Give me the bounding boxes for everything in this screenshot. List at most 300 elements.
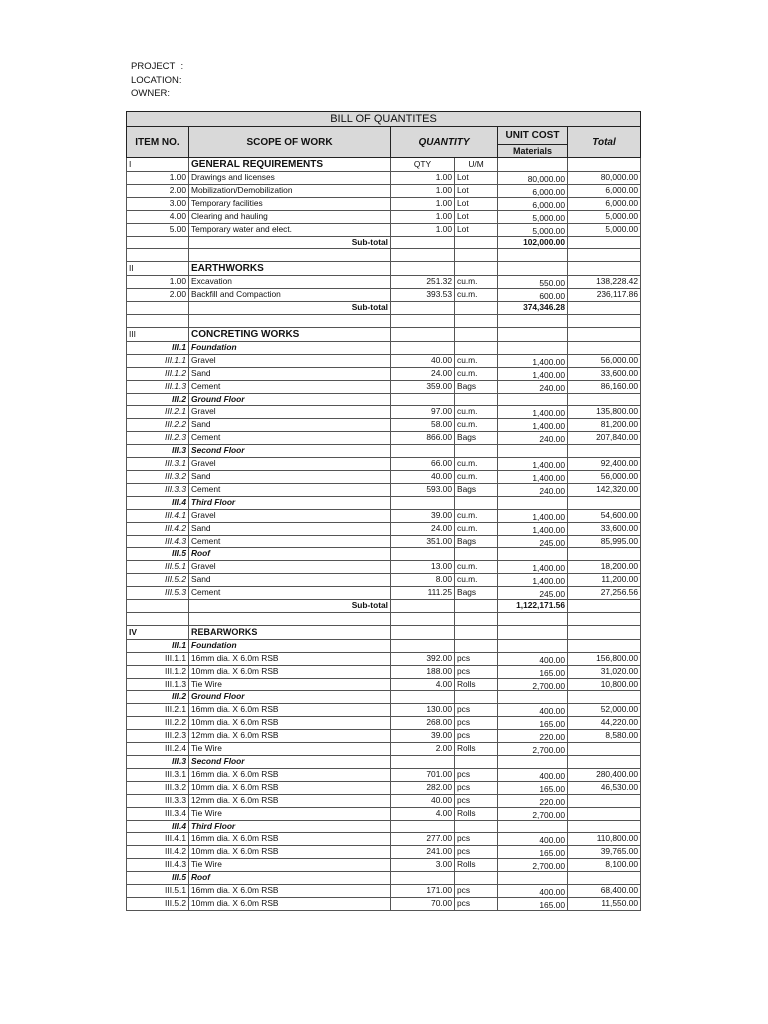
cell-um: Lot [455, 184, 498, 197]
cell-qty: 24.00 [391, 367, 455, 380]
cell-unit-cost-value: 400.00 [539, 654, 565, 665]
cell-unit-cost [498, 432, 568, 445]
cell-unit-cost [498, 846, 568, 859]
cell-scope: Sand [189, 419, 391, 432]
table-title-row [127, 112, 641, 127]
table-row [127, 652, 641, 665]
col-header-total: Total [568, 127, 641, 158]
cell-unit-cost-value: 220.00 [539, 796, 565, 807]
cell-scope: 10mm dia. X 6.0m RSB [189, 717, 391, 730]
cell-total: 33,600.00 [568, 522, 641, 535]
cell-um: Lot [455, 223, 498, 236]
cell-total: 236,117.86 [568, 289, 641, 302]
cell-item-no [127, 249, 189, 262]
cell-item-no: III.1.2 [127, 367, 189, 380]
cell-total [568, 341, 641, 354]
cell-um: cu.m. [455, 522, 498, 535]
cell-unit-cost-value: 600.00 [539, 291, 565, 302]
cell-total: 10,800.00 [568, 678, 641, 691]
cell-scope: 16mm dia. X 6.0m RSB [189, 652, 391, 665]
cell-qty [391, 872, 455, 885]
subtotal-label: Sub-total [189, 600, 391, 613]
cell-item-no: II [127, 262, 189, 276]
table-row [127, 184, 641, 197]
cell-item-no: III.4 [127, 496, 189, 509]
table-row [127, 522, 641, 535]
cell-um: Rolls [455, 807, 498, 820]
cell-scope: 16mm dia. X 6.0m RSB [189, 768, 391, 781]
cell-unit-cost-value: 165.00 [539, 848, 565, 859]
cell-scope: 10mm dia. X 6.0m RSB [189, 781, 391, 794]
cell-um [455, 612, 498, 625]
cell-um [455, 600, 498, 613]
cell-um: pcs [455, 885, 498, 898]
table-row [127, 730, 641, 743]
cell-scope: EARTHWORKS [189, 262, 391, 276]
cell-um [455, 302, 498, 315]
cell-um: Bags [455, 432, 498, 445]
cell-unit-cost [498, 639, 568, 652]
cell-unit-cost [498, 496, 568, 509]
cell-unit-cost-value: 1,400.00 [532, 356, 565, 367]
cell-unit-cost [498, 419, 568, 432]
cell-total [568, 691, 641, 704]
cell-item-no: III.3.3 [127, 483, 189, 496]
table-row [127, 509, 641, 522]
cell-item-no: III.1 [127, 639, 189, 652]
cell-scope: Excavation [189, 276, 391, 289]
cell-um: U/M [455, 158, 498, 172]
cell-um: Rolls [455, 859, 498, 872]
table-row [127, 432, 641, 445]
cell-unit-cost-value: 400.00 [539, 770, 565, 781]
cell-um: Bags [455, 380, 498, 393]
cell-unit-cost [498, 859, 568, 872]
cell-item-no: IV [127, 625, 189, 639]
cell-item-no: III.2.1 [127, 704, 189, 717]
subtotal-label: Sub-total [189, 236, 391, 249]
cell-unit-cost [498, 262, 568, 276]
cell-um: pcs [455, 846, 498, 859]
cell-unit-cost: 1,122,171.56 [498, 600, 568, 613]
cell-item-no: III.1.3 [127, 678, 189, 691]
col-header-scope: SCOPE OF WORK [189, 127, 391, 158]
blank-row [127, 612, 641, 625]
table-row [127, 535, 641, 548]
table-row [127, 419, 641, 432]
cell-scope: REBARWORKS [189, 625, 391, 639]
cell-qty [391, 249, 455, 262]
cell-unit-cost [498, 172, 568, 185]
cell-total [568, 393, 641, 406]
cell-qty: 4.00 [391, 678, 455, 691]
cell-qty [391, 820, 455, 833]
cell-unit-cost [498, 820, 568, 833]
table-row [127, 781, 641, 794]
cell-total: 11,550.00 [568, 897, 641, 910]
cell-unit-cost [498, 652, 568, 665]
cell-scope: 16mm dia. X 6.0m RSB [189, 704, 391, 717]
cell-unit-cost [498, 445, 568, 458]
cell-unit-cost [498, 794, 568, 807]
cell-qty [391, 393, 455, 406]
cell-um [455, 445, 498, 458]
cell-item-no [127, 302, 189, 315]
cell-um: cu.m. [455, 458, 498, 471]
cell-unit-cost [498, 158, 568, 172]
group-row [127, 341, 641, 354]
cell-qty [391, 236, 455, 249]
cell-qty: 359.00 [391, 380, 455, 393]
cell-um: cu.m. [455, 509, 498, 522]
cell-um: Bags [455, 483, 498, 496]
cell-unit-cost [498, 897, 568, 910]
cell-um: pcs [455, 833, 498, 846]
cell-unit-cost [498, 625, 568, 639]
cell-unit-cost [498, 704, 568, 717]
location-label: LOCATION: [131, 74, 182, 86]
cell-unit-cost-value: 1,400.00 [532, 408, 565, 419]
cell-unit-cost [498, 315, 568, 328]
cell-item-no: III.5.3 [127, 587, 189, 600]
table-row [127, 587, 641, 600]
cell-qty: 1.00 [391, 172, 455, 185]
cell-qty: 1.00 [391, 197, 455, 210]
cell-unit-cost-value: 220.00 [539, 732, 565, 743]
cell-unit-cost: 102,000.00 [498, 236, 568, 249]
cell-scope: Third Floor [189, 496, 391, 509]
cell-um [455, 639, 498, 652]
table-row [127, 197, 641, 210]
cell-item-no: III.3 [127, 756, 189, 769]
table-row [127, 289, 641, 302]
cell-unit-cost [498, 522, 568, 535]
group-row [127, 496, 641, 509]
group-row [127, 548, 641, 561]
cell-item-no: III.5.1 [127, 885, 189, 898]
cell-total: 39,765.00 [568, 846, 641, 859]
cell-unit-cost-value: 2,700.00 [532, 809, 565, 820]
cell-unit-cost [498, 561, 568, 574]
cell-item-no: III.5.2 [127, 574, 189, 587]
cell-unit-cost-value: 165.00 [539, 719, 565, 730]
cell-item-no: III.1.1 [127, 652, 189, 665]
cell-um: Lot [455, 197, 498, 210]
cell-total [568, 236, 641, 249]
cell-total [568, 743, 641, 756]
cell-item-no: III.4.1 [127, 833, 189, 846]
cell-total: 54,600.00 [568, 509, 641, 522]
section-row [127, 262, 641, 276]
cell-qty [391, 756, 455, 769]
table-row [127, 380, 641, 393]
table-row [127, 223, 641, 236]
cell-item-no: III.4.2 [127, 846, 189, 859]
subtotal-row [127, 302, 641, 315]
cell-qty [391, 625, 455, 639]
cell-scope: 10mm dia. X 6.0m RSB [189, 665, 391, 678]
cell-qty: 268.00 [391, 717, 455, 730]
col-header-item-no: ITEM NO. [127, 127, 189, 158]
group-row [127, 756, 641, 769]
cell-total [568, 327, 641, 341]
cell-unit-cost [498, 354, 568, 367]
cell-qty: 282.00 [391, 781, 455, 794]
table-row [127, 885, 641, 898]
cell-um [455, 341, 498, 354]
cell-total: 68,400.00 [568, 885, 641, 898]
cell-um: pcs [455, 717, 498, 730]
cell-total: 86,160.00 [568, 380, 641, 393]
cell-unit-cost [498, 471, 568, 484]
cell-item-no: III.2.3 [127, 730, 189, 743]
cell-um: Bags [455, 535, 498, 548]
cell-um: pcs [455, 768, 498, 781]
cell-qty: 13.00 [391, 561, 455, 574]
table-row [127, 406, 641, 419]
cell-scope: Sand [189, 522, 391, 535]
cell-um: Rolls [455, 743, 498, 756]
cell-unit-cost-value: 2,700.00 [532, 680, 565, 691]
cell-um: cu.m. [455, 471, 498, 484]
cell-item-no: III.4.3 [127, 535, 189, 548]
cell-qty: 40.00 [391, 354, 455, 367]
table-row [127, 574, 641, 587]
table-row [127, 458, 641, 471]
cell-scope: Cement [189, 483, 391, 496]
group-row [127, 639, 641, 652]
cell-qty: 66.00 [391, 458, 455, 471]
cell-unit-cost [498, 574, 568, 587]
cell-qty: 3.00 [391, 859, 455, 872]
cell-qty [391, 691, 455, 704]
group-row [127, 691, 641, 704]
cell-qty: 4.00 [391, 807, 455, 820]
cell-scope: Temporary water and elect. [189, 223, 391, 236]
cell-item-no: III [127, 327, 189, 341]
cell-um: Bags [455, 587, 498, 600]
cell-item-no: III.1.3 [127, 380, 189, 393]
table-row [127, 743, 641, 756]
document-header [131, 60, 183, 101]
owner-label: OWNER: [131, 88, 171, 99]
group-row [127, 393, 641, 406]
cell-um: pcs [455, 730, 498, 743]
cell-um: Lot [455, 172, 498, 185]
cell-scope: Foundation [189, 639, 391, 652]
cell-item-no: III.1 [127, 341, 189, 354]
cell-unit-cost-value: 245.00 [539, 537, 565, 548]
cell-qty: 58.00 [391, 419, 455, 432]
cell-total [568, 249, 641, 262]
cell-unit-cost [498, 807, 568, 820]
cell-scope: CONCRETING WORKS [189, 327, 391, 341]
cell-unit-cost-value: 80,000.00 [527, 174, 565, 184]
cell-unit-cost-value: 240.00 [539, 382, 565, 393]
cell-scope: Ground Floor [189, 691, 391, 704]
table-row [127, 807, 641, 820]
cell-scope: Cement [189, 432, 391, 445]
cell-qty: 393.53 [391, 289, 455, 302]
cell-scope: Tie Wire [189, 807, 391, 820]
cell-unit-cost [498, 743, 568, 756]
table-row [127, 354, 641, 367]
cell-total: 56,000.00 [568, 354, 641, 367]
cell-unit-cost-value: 1,400.00 [532, 473, 565, 483]
cell-item-no [127, 315, 189, 328]
cell-um: pcs [455, 652, 498, 665]
cell-unit-cost-value: 2,700.00 [532, 861, 565, 872]
cell-qty: QTY [391, 158, 455, 172]
cell-qty: 241.00 [391, 846, 455, 859]
cell-unit-cost [498, 458, 568, 471]
cell-scope: Cement [189, 380, 391, 393]
cell-um: cu.m. [455, 574, 498, 587]
cell-unit-cost-value: 400.00 [539, 835, 565, 846]
cell-total [568, 639, 641, 652]
cell-total: 6,000.00 [568, 197, 641, 210]
cell-total: 8,100.00 [568, 859, 641, 872]
table-row [127, 367, 641, 380]
cell-total: 8,580.00 [568, 730, 641, 743]
cell-item-no: III.5 [127, 548, 189, 561]
cell-unit-cost [498, 678, 568, 691]
cell-unit-cost: 374,346.28 [498, 302, 568, 315]
cell-total [568, 262, 641, 276]
cell-total: 80,000.00 [568, 172, 641, 185]
cell-item-no: III.4 [127, 820, 189, 833]
cell-scope: Third Floor [189, 820, 391, 833]
col-header-unit-cost: UNIT COST [498, 127, 568, 145]
cell-item-no: 2.00 [127, 289, 189, 302]
cell-um: cu.m. [455, 289, 498, 302]
cell-um: pcs [455, 704, 498, 717]
cell-total: 11,200.00 [568, 574, 641, 587]
cell-total: 18,200.00 [568, 561, 641, 574]
cell-unit-cost-value: 1,400.00 [532, 460, 565, 471]
cell-item-no: III.5 [127, 872, 189, 885]
cell-qty: 130.00 [391, 704, 455, 717]
cell-total: 280,400.00 [568, 768, 641, 781]
cell-item-no: III.2.2 [127, 419, 189, 432]
section-row [127, 158, 641, 172]
cell-item-no: III.2 [127, 393, 189, 406]
cell-qty: 111.25 [391, 587, 455, 600]
cell-scope: 12mm dia. X 6.0m RSB [189, 730, 391, 743]
cell-unit-cost-value: 6,000.00 [532, 186, 565, 197]
cell-total [568, 496, 641, 509]
cell-scope: Gravel [189, 509, 391, 522]
cell-scope: Cement [189, 535, 391, 548]
cell-total [568, 872, 641, 885]
cell-um [455, 327, 498, 341]
cell-total: 207,840.00 [568, 432, 641, 445]
table-title: BILL OF QUANTITES [127, 112, 641, 127]
cell-scope: Mobilization/Demobilization [189, 184, 391, 197]
cell-total: 33,600.00 [568, 367, 641, 380]
cell-scope: Cement [189, 587, 391, 600]
cell-unit-cost [498, 380, 568, 393]
cell-um [455, 820, 498, 833]
cell-unit-cost-value: 165.00 [539, 899, 565, 910]
cell-scope: Sand [189, 471, 391, 484]
table-row [127, 210, 641, 223]
cell-total [568, 625, 641, 639]
cell-qty [391, 327, 455, 341]
cell-total: 142,320.00 [568, 483, 641, 496]
table-row [127, 172, 641, 185]
cell-item-no [127, 612, 189, 625]
table-row [127, 897, 641, 910]
cell-um [455, 872, 498, 885]
table-row [127, 704, 641, 717]
cell-unit-cost-value: 245.00 [539, 589, 565, 600]
cell-item-no: III.4.2 [127, 522, 189, 535]
cell-item-no: 5.00 [127, 223, 189, 236]
cell-unit-cost [498, 483, 568, 496]
cell-unit-cost-value: 165.00 [539, 667, 565, 678]
cell-um: cu.m. [455, 406, 498, 419]
cell-scope: Sand [189, 574, 391, 587]
cell-unit-cost [498, 833, 568, 846]
cell-um [455, 315, 498, 328]
cell-item-no: III.2.3 [127, 432, 189, 445]
cell-scope: Roof [189, 548, 391, 561]
cell-unit-cost-value: 400.00 [539, 706, 565, 717]
cell-item-no: III.3.3 [127, 794, 189, 807]
cell-scope: 16mm dia. X 6.0m RSB [189, 833, 391, 846]
cell-total [568, 820, 641, 833]
cell-qty: 40.00 [391, 794, 455, 807]
cell-total [568, 302, 641, 315]
table-row [127, 717, 641, 730]
cell-item-no: III.5.1 [127, 561, 189, 574]
cell-scope: Tie Wire [189, 859, 391, 872]
cell-scope: Backfill and Compaction [189, 289, 391, 302]
cell-qty: 39.00 [391, 730, 455, 743]
cell-total: 156,800.00 [568, 652, 641, 665]
cell-um [455, 249, 498, 262]
cell-total [568, 600, 641, 613]
cell-total: 44,220.00 [568, 717, 641, 730]
cell-unit-cost-value: 1,400.00 [532, 421, 565, 432]
cell-unit-cost-value: 165.00 [539, 783, 565, 794]
cell-unit-cost [498, 197, 568, 210]
cell-qty: 8.00 [391, 574, 455, 587]
cell-unit-cost [498, 872, 568, 885]
cell-item-no: III.3.1 [127, 458, 189, 471]
cell-total: 27,256.56 [568, 587, 641, 600]
cell-unit-cost [498, 781, 568, 794]
cell-scope: Gravel [189, 458, 391, 471]
cell-um [455, 691, 498, 704]
cell-qty [391, 612, 455, 625]
cell-unit-cost [498, 768, 568, 781]
cell-unit-cost [498, 756, 568, 769]
cell-item-no: 2.00 [127, 184, 189, 197]
cell-unit-cost [498, 665, 568, 678]
cell-total [568, 794, 641, 807]
cell-scope [189, 249, 391, 262]
cell-total: 110,800.00 [568, 833, 641, 846]
cell-scope [189, 612, 391, 625]
cell-unit-cost [498, 341, 568, 354]
cell-unit-cost [498, 885, 568, 898]
cell-item-no: III.4.3 [127, 859, 189, 872]
cell-unit-cost [498, 210, 568, 223]
cell-unit-cost [498, 587, 568, 600]
cell-item-no: III.3.2 [127, 781, 189, 794]
